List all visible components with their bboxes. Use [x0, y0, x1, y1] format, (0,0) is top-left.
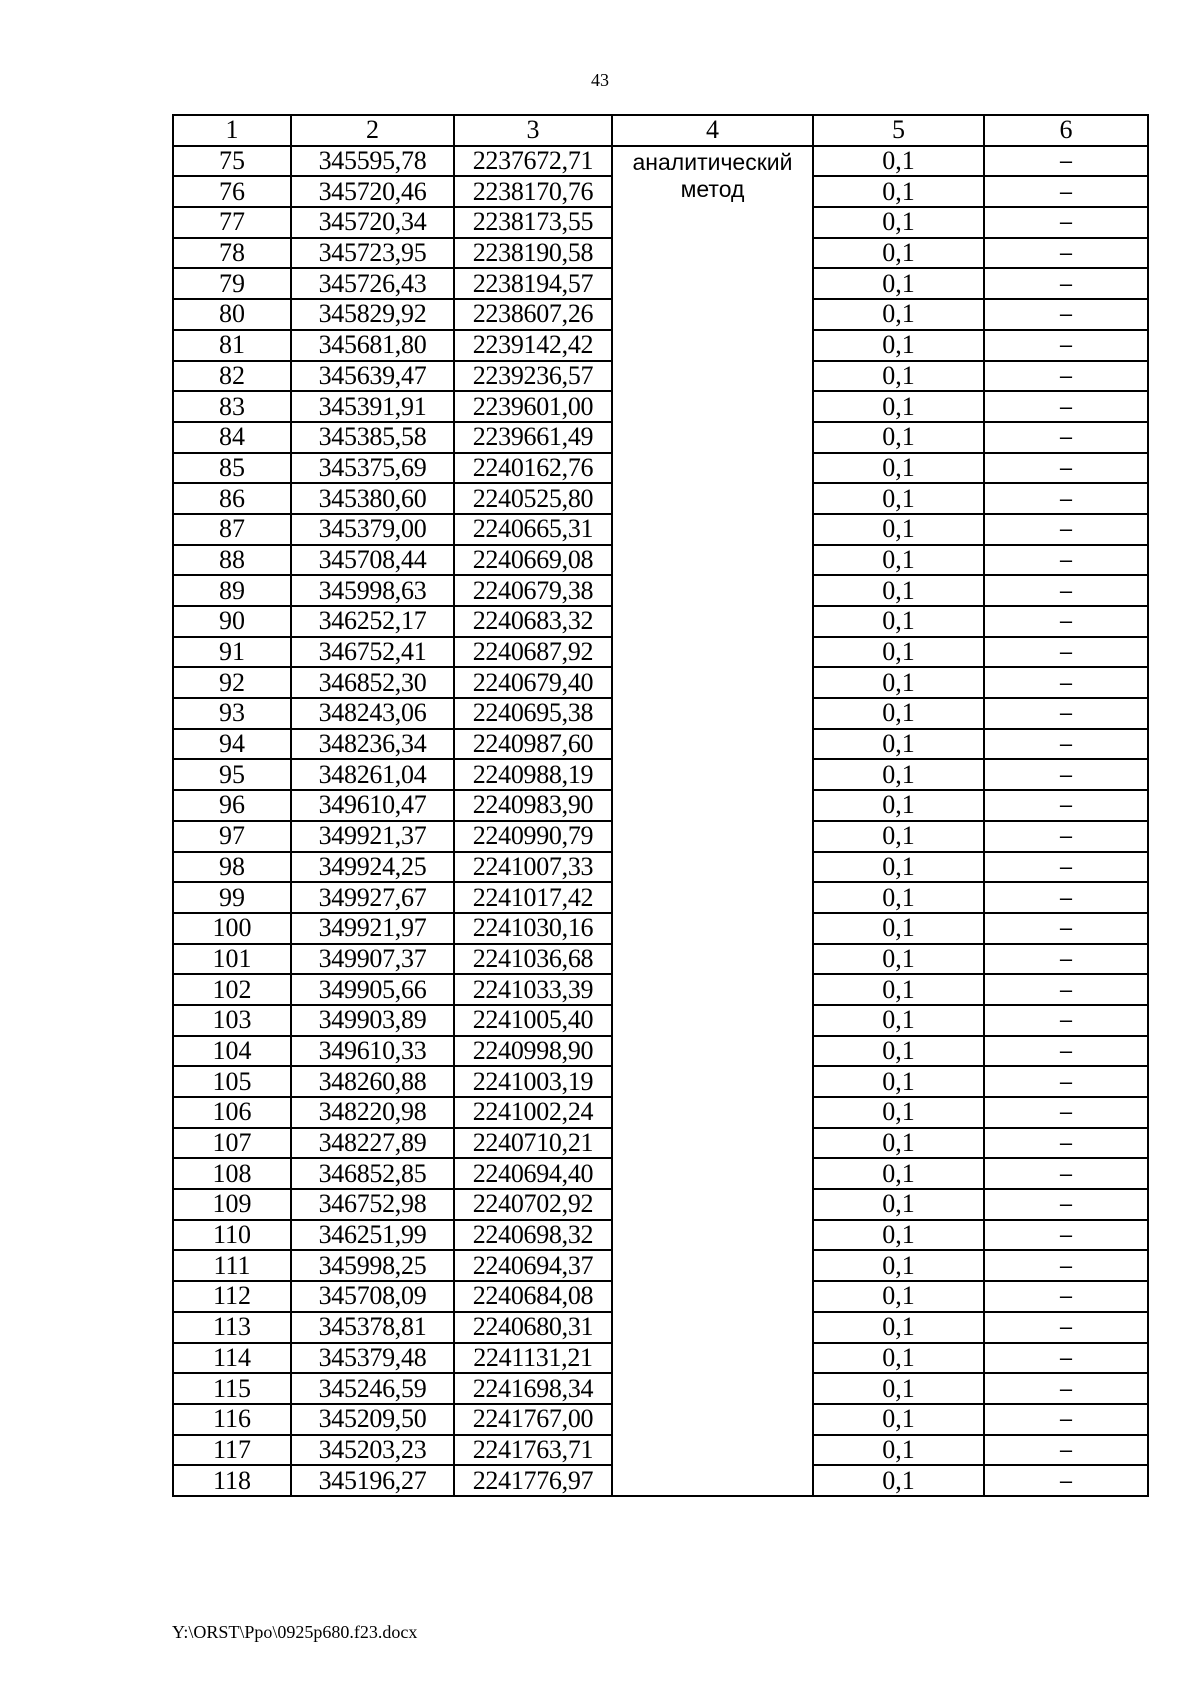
x-coordinate-cell: 348261,04 [291, 759, 454, 790]
point-number-cell: 115 [173, 1373, 291, 1404]
x-coordinate-cell: 345998,25 [291, 1250, 454, 1281]
y-coordinate-cell: 2240525,80 [454, 483, 612, 514]
y-coordinate-cell: 2239236,57 [454, 361, 612, 392]
x-coordinate-cell: 349924,25 [291, 852, 454, 883]
description-cell: – [984, 1465, 1148, 1496]
y-coordinate-cell: 2240687,92 [454, 637, 612, 668]
x-coordinate-cell: 345720,34 [291, 207, 454, 238]
x-coordinate-cell: 349903,89 [291, 1005, 454, 1036]
y-coordinate-cell: 2238194,57 [454, 268, 612, 299]
accuracy-cell: 0,1 [813, 238, 984, 269]
x-coordinate-cell: 346752,41 [291, 637, 454, 668]
header-cell: 2 [291, 115, 454, 146]
point-number-cell: 87 [173, 514, 291, 545]
point-number-cell: 103 [173, 1005, 291, 1036]
description-cell: – [984, 146, 1148, 177]
x-coordinate-cell: 346752,98 [291, 1189, 454, 1220]
y-coordinate-cell: 2240684,08 [454, 1281, 612, 1312]
point-number-cell: 117 [173, 1435, 291, 1466]
point-number-cell: 82 [173, 361, 291, 392]
x-coordinate-cell: 346852,85 [291, 1158, 454, 1189]
description-cell: – [984, 1404, 1148, 1435]
point-number-cell: 95 [173, 759, 291, 790]
point-number-cell: 94 [173, 729, 291, 760]
point-number-cell: 80 [173, 299, 291, 330]
description-cell: – [984, 1036, 1148, 1067]
x-coordinate-cell: 345385,58 [291, 422, 454, 453]
description-cell: – [984, 974, 1148, 1005]
y-coordinate-cell: 2238173,55 [454, 207, 612, 238]
y-coordinate-cell: 2241017,42 [454, 882, 612, 913]
description-cell: – [984, 1220, 1148, 1251]
y-coordinate-cell: 2240680,31 [454, 1312, 612, 1343]
point-number-cell: 102 [173, 974, 291, 1005]
y-coordinate-cell: 2241036,68 [454, 944, 612, 975]
x-coordinate-cell: 349921,97 [291, 913, 454, 944]
accuracy-cell: 0,1 [813, 759, 984, 790]
point-number-cell: 100 [173, 913, 291, 944]
x-coordinate-cell: 345998,63 [291, 575, 454, 606]
y-coordinate-cell: 2241767,00 [454, 1404, 612, 1435]
description-cell: – [984, 1097, 1148, 1128]
accuracy-cell: 0,1 [813, 637, 984, 668]
description-cell: – [984, 790, 1148, 821]
accuracy-cell: 0,1 [813, 852, 984, 883]
table-body [173, 115, 1148, 1496]
y-coordinate-cell: 2240710,21 [454, 1128, 612, 1159]
x-coordinate-cell: 345726,43 [291, 268, 454, 299]
point-number-cell: 79 [173, 268, 291, 299]
x-coordinate-cell: 345246,59 [291, 1373, 454, 1404]
page-number: 43 [591, 70, 609, 90]
point-number-cell: 89 [173, 575, 291, 606]
accuracy-cell: 0,1 [813, 882, 984, 913]
x-coordinate-cell: 349610,33 [291, 1036, 454, 1067]
y-coordinate-cell: 2240162,76 [454, 453, 612, 484]
description-cell: – [984, 483, 1148, 514]
x-coordinate-cell: 345391,91 [291, 391, 454, 422]
header-cell: 1 [173, 115, 291, 146]
point-number-cell: 81 [173, 330, 291, 361]
y-coordinate-cell: 2240698,32 [454, 1220, 612, 1251]
point-number-cell: 85 [173, 453, 291, 484]
point-number-cell: 84 [173, 422, 291, 453]
y-coordinate-cell: 2240988,19 [454, 759, 612, 790]
accuracy-cell: 0,1 [813, 1189, 984, 1220]
accuracy-cell: 0,1 [813, 1005, 984, 1036]
description-cell: – [984, 238, 1148, 269]
description-cell: – [984, 729, 1148, 760]
y-coordinate-cell: 2241005,40 [454, 1005, 612, 1036]
accuracy-cell: 0,1 [813, 575, 984, 606]
accuracy-cell: 0,1 [813, 790, 984, 821]
x-coordinate-cell: 345708,44 [291, 545, 454, 576]
description-cell: – [984, 391, 1148, 422]
accuracy-cell: 0,1 [813, 1343, 984, 1374]
point-number-cell: 98 [173, 852, 291, 883]
coordinates-table [172, 114, 1149, 1497]
description-cell: – [984, 913, 1148, 944]
description-cell: – [984, 176, 1148, 207]
description-cell: – [984, 637, 1148, 668]
y-coordinate-cell: 2240702,92 [454, 1189, 612, 1220]
description-cell: – [984, 514, 1148, 545]
description-cell: – [984, 1312, 1148, 1343]
description-cell: – [984, 575, 1148, 606]
accuracy-cell: 0,1 [813, 422, 984, 453]
x-coordinate-cell: 345720,46 [291, 176, 454, 207]
y-coordinate-cell: 2240694,40 [454, 1158, 612, 1189]
x-coordinate-cell: 349907,37 [291, 944, 454, 975]
point-number-cell: 90 [173, 606, 291, 637]
accuracy-cell: 0,1 [813, 974, 984, 1005]
point-number-cell: 97 [173, 821, 291, 852]
point-number-cell: 114 [173, 1343, 291, 1374]
point-number-cell: 113 [173, 1312, 291, 1343]
x-coordinate-cell: 346252,17 [291, 606, 454, 637]
description-cell: – [984, 1343, 1148, 1374]
point-number-cell: 104 [173, 1036, 291, 1067]
x-coordinate-cell: 348260,88 [291, 1066, 454, 1097]
point-number-cell: 93 [173, 698, 291, 729]
point-number-cell: 105 [173, 1066, 291, 1097]
description-cell: – [984, 207, 1148, 238]
header-cell: 5 [813, 115, 984, 146]
x-coordinate-cell: 349905,66 [291, 974, 454, 1005]
point-number-cell: 75 [173, 146, 291, 177]
x-coordinate-cell: 349927,67 [291, 882, 454, 913]
accuracy-cell: 0,1 [813, 1435, 984, 1466]
y-coordinate-cell: 2240679,38 [454, 575, 612, 606]
point-number-cell: 92 [173, 667, 291, 698]
description-cell: – [984, 759, 1148, 790]
x-coordinate-cell: 345375,69 [291, 453, 454, 484]
accuracy-cell: 0,1 [813, 545, 984, 576]
description-cell: – [984, 330, 1148, 361]
x-coordinate-cell: 349610,47 [291, 790, 454, 821]
header-row [173, 115, 1148, 146]
description-cell: – [984, 944, 1148, 975]
y-coordinate-cell: 2241007,33 [454, 852, 612, 883]
description-cell: – [984, 667, 1148, 698]
point-number-cell: 108 [173, 1158, 291, 1189]
y-coordinate-cell: 2240990,79 [454, 821, 612, 852]
y-coordinate-cell: 2240983,90 [454, 790, 612, 821]
accuracy-cell: 0,1 [813, 606, 984, 637]
point-number-cell: 110 [173, 1220, 291, 1251]
accuracy-cell: 0,1 [813, 1220, 984, 1251]
x-coordinate-cell: 345681,80 [291, 330, 454, 361]
x-coordinate-cell: 345595,78 [291, 146, 454, 177]
file-path-footer: Y:\ORST\Ppo\0925p680.f23.docx [172, 1622, 418, 1642]
accuracy-cell: 0,1 [813, 698, 984, 729]
y-coordinate-cell: 2239601,00 [454, 391, 612, 422]
x-coordinate-cell: 345380,60 [291, 483, 454, 514]
description-cell: – [984, 1435, 1148, 1466]
description-cell: – [984, 361, 1148, 392]
y-coordinate-cell: 2240695,38 [454, 698, 612, 729]
x-coordinate-cell: 348220,98 [291, 1097, 454, 1128]
accuracy-cell: 0,1 [813, 1312, 984, 1343]
y-coordinate-cell: 2239142,42 [454, 330, 612, 361]
y-coordinate-cell: 2238170,76 [454, 176, 612, 207]
accuracy-cell: 0,1 [813, 299, 984, 330]
x-coordinate-cell: 348243,06 [291, 698, 454, 729]
x-coordinate-cell: 345829,92 [291, 299, 454, 330]
x-coordinate-cell: 345378,81 [291, 1312, 454, 1343]
y-coordinate-cell: 2240669,08 [454, 545, 612, 576]
accuracy-cell: 0,1 [813, 1465, 984, 1496]
x-coordinate-cell: 349921,37 [291, 821, 454, 852]
description-cell: – [984, 1250, 1148, 1281]
y-coordinate-cell: 2241003,19 [454, 1066, 612, 1097]
description-cell: – [984, 1373, 1148, 1404]
point-number-cell: 101 [173, 944, 291, 975]
method-cell: аналитический метод [612, 146, 813, 1496]
table-row [173, 146, 1148, 177]
accuracy-cell: 0,1 [813, 330, 984, 361]
y-coordinate-cell: 2240987,60 [454, 729, 612, 760]
x-coordinate-cell: 346251,99 [291, 1220, 454, 1251]
description-cell: – [984, 1066, 1148, 1097]
y-coordinate-cell: 2241763,71 [454, 1435, 612, 1466]
description-cell: – [984, 299, 1148, 330]
accuracy-cell: 0,1 [813, 729, 984, 760]
x-coordinate-cell: 345379,48 [291, 1343, 454, 1374]
y-coordinate-cell: 2237672,71 [454, 146, 612, 177]
point-number-cell: 77 [173, 207, 291, 238]
accuracy-cell: 0,1 [813, 1373, 984, 1404]
y-coordinate-cell: 2241002,24 [454, 1097, 612, 1128]
point-number-cell: 88 [173, 545, 291, 576]
x-coordinate-cell: 345209,50 [291, 1404, 454, 1435]
description-cell: – [984, 268, 1148, 299]
point-number-cell: 83 [173, 391, 291, 422]
point-number-cell: 109 [173, 1189, 291, 1220]
x-coordinate-cell: 348236,34 [291, 729, 454, 760]
description-cell: – [984, 422, 1148, 453]
y-coordinate-cell: 2238190,58 [454, 238, 612, 269]
x-coordinate-cell: 348227,89 [291, 1128, 454, 1159]
header-cell: 3 [454, 115, 612, 146]
description-cell: – [984, 852, 1148, 883]
y-coordinate-cell: 2241033,39 [454, 974, 612, 1005]
y-coordinate-cell: 2239661,49 [454, 422, 612, 453]
point-number-cell: 106 [173, 1097, 291, 1128]
point-number-cell: 96 [173, 790, 291, 821]
x-coordinate-cell: 345639,47 [291, 361, 454, 392]
y-coordinate-cell: 2240679,40 [454, 667, 612, 698]
accuracy-cell: 0,1 [813, 1066, 984, 1097]
x-coordinate-cell: 345708,09 [291, 1281, 454, 1312]
description-cell: – [984, 545, 1148, 576]
point-number-cell: 91 [173, 637, 291, 668]
point-number-cell: 111 [173, 1250, 291, 1281]
point-number-cell: 116 [173, 1404, 291, 1435]
accuracy-cell: 0,1 [813, 821, 984, 852]
accuracy-cell: 0,1 [813, 1097, 984, 1128]
accuracy-cell: 0,1 [813, 1250, 984, 1281]
point-number-cell: 78 [173, 238, 291, 269]
y-coordinate-cell: 2240998,90 [454, 1036, 612, 1067]
y-coordinate-cell: 2241131,21 [454, 1343, 612, 1374]
point-number-cell: 107 [173, 1128, 291, 1159]
accuracy-cell: 0,1 [813, 667, 984, 698]
accuracy-cell: 0,1 [813, 268, 984, 299]
description-cell: – [984, 1005, 1148, 1036]
y-coordinate-cell: 2240694,37 [454, 1250, 612, 1281]
point-number-cell: 118 [173, 1465, 291, 1496]
point-number-cell: 86 [173, 483, 291, 514]
header-cell: 6 [984, 115, 1148, 146]
x-coordinate-cell: 345196,27 [291, 1465, 454, 1496]
accuracy-cell: 0,1 [813, 361, 984, 392]
description-cell: – [984, 1158, 1148, 1189]
accuracy-cell: 0,1 [813, 483, 984, 514]
description-cell: – [984, 1281, 1148, 1312]
y-coordinate-cell: 2241698,34 [454, 1373, 612, 1404]
y-coordinate-cell: 2240665,31 [454, 514, 612, 545]
header-cell: 4 [612, 115, 813, 146]
x-coordinate-cell: 346852,30 [291, 667, 454, 698]
accuracy-cell: 0,1 [813, 944, 984, 975]
accuracy-cell: 0,1 [813, 1036, 984, 1067]
accuracy-cell: 0,1 [813, 514, 984, 545]
accuracy-cell: 0,1 [813, 1281, 984, 1312]
x-coordinate-cell: 345203,23 [291, 1435, 454, 1466]
y-coordinate-cell: 2241776,97 [454, 1465, 612, 1496]
description-cell: – [984, 821, 1148, 852]
accuracy-cell: 0,1 [813, 1158, 984, 1189]
accuracy-cell: 0,1 [813, 176, 984, 207]
accuracy-cell: 0,1 [813, 1404, 984, 1435]
point-number-cell: 76 [173, 176, 291, 207]
description-cell: – [984, 606, 1148, 637]
accuracy-cell: 0,1 [813, 1128, 984, 1159]
description-cell: – [984, 882, 1148, 913]
description-cell: – [984, 453, 1148, 484]
accuracy-cell: 0,1 [813, 146, 984, 177]
accuracy-cell: 0,1 [813, 913, 984, 944]
point-number-cell: 112 [173, 1281, 291, 1312]
y-coordinate-cell: 2241030,16 [454, 913, 612, 944]
x-coordinate-cell: 345379,00 [291, 514, 454, 545]
description-cell: – [984, 1189, 1148, 1220]
accuracy-cell: 0,1 [813, 391, 984, 422]
description-cell: – [984, 698, 1148, 729]
point-number-cell: 99 [173, 882, 291, 913]
y-coordinate-cell: 2238607,26 [454, 299, 612, 330]
accuracy-cell: 0,1 [813, 453, 984, 484]
description-cell: – [984, 1128, 1148, 1159]
accuracy-cell: 0,1 [813, 207, 984, 238]
x-coordinate-cell: 345723,95 [291, 238, 454, 269]
y-coordinate-cell: 2240683,32 [454, 606, 612, 637]
